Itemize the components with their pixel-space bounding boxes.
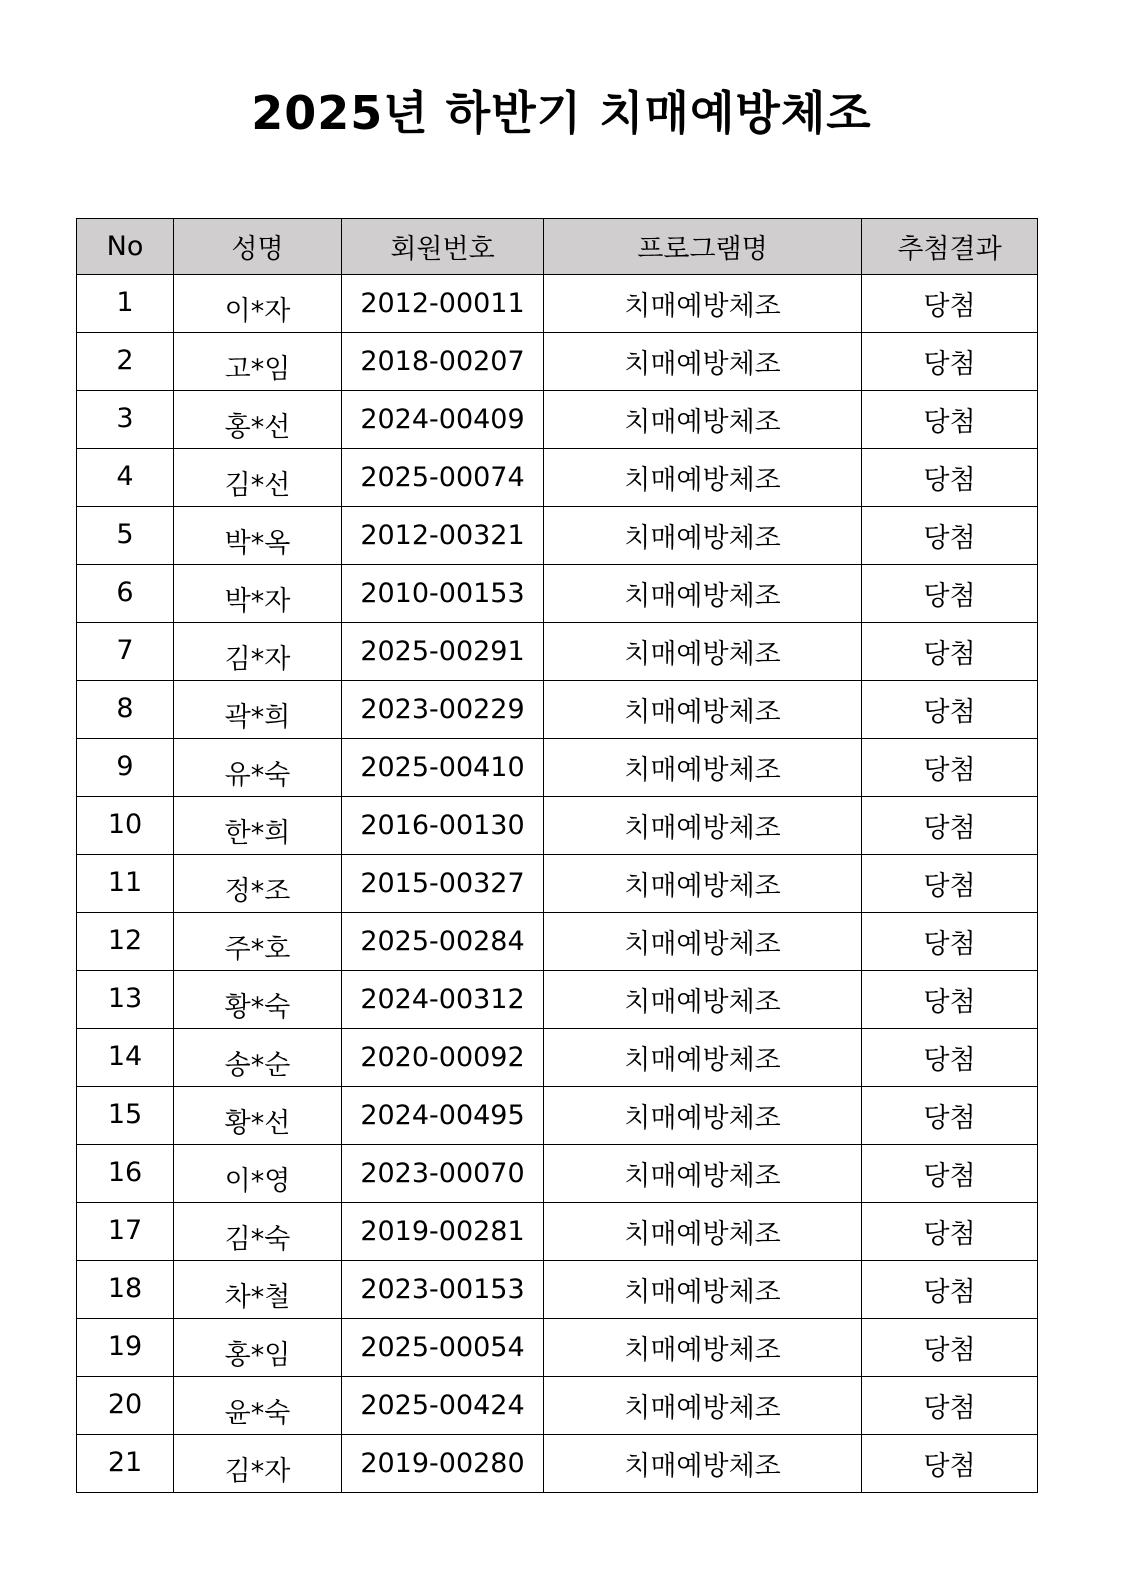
- program-name-cell: 치매예방체조: [544, 1377, 862, 1435]
- lottery-result-cell: 당첨: [862, 623, 1038, 681]
- lottery-result-cell: 당첨: [862, 1319, 1038, 1377]
- program-name-cell: 치매예방체조: [544, 971, 862, 1029]
- lottery-result-cell: 당첨: [862, 333, 1038, 391]
- member-id-cell: 2023-00153: [342, 1261, 544, 1319]
- member-name-cell: 송*순: [174, 1029, 342, 1087]
- table-row: [77, 623, 1038, 681]
- member-name-cell: 이*자: [174, 275, 342, 333]
- lottery-result-cell: 당첨: [862, 1203, 1038, 1261]
- lottery-result-cell: 당첨: [862, 971, 1038, 1029]
- row-number-cell: 19: [77, 1319, 174, 1377]
- member-id-cell: 2019-00280: [342, 1435, 544, 1493]
- member-name-cell: 박*옥: [174, 507, 342, 565]
- member-name-cell: 김*자: [174, 623, 342, 681]
- lottery-result-cell: 당첨: [862, 1377, 1038, 1435]
- table-row: [77, 565, 1038, 623]
- program-name-cell: 치매예방체조: [544, 1087, 862, 1145]
- row-number-cell: 4: [77, 449, 174, 507]
- column-header-name: 성명: [174, 219, 342, 275]
- member-id-cell: 2020-00092: [342, 1029, 544, 1087]
- member-name-cell: 황*숙: [174, 971, 342, 1029]
- table-row: [77, 971, 1038, 1029]
- program-name-cell: 치매예방체조: [544, 1435, 862, 1493]
- row-number-cell: 11: [77, 855, 174, 913]
- row-number-cell: 13: [77, 971, 174, 1029]
- program-name-cell: 치매예방체조: [544, 449, 862, 507]
- table-body: [77, 275, 1038, 1493]
- lottery-result-cell: 당첨: [862, 1145, 1038, 1203]
- table-row: [77, 1261, 1038, 1319]
- lottery-result-cell: 당첨: [862, 391, 1038, 449]
- program-name-cell: 치매예방체조: [544, 1261, 862, 1319]
- table-row: [77, 1145, 1038, 1203]
- lottery-result-cell: 당첨: [862, 565, 1038, 623]
- member-id-cell: 2019-00281: [342, 1203, 544, 1261]
- member-id-cell: 2023-00229: [342, 681, 544, 739]
- lottery-result-cell: 당첨: [862, 855, 1038, 913]
- member-name-cell: 홍*임: [174, 1319, 342, 1377]
- table-row: [77, 1377, 1038, 1435]
- column-header-member-id: 회원번호: [342, 219, 544, 275]
- program-name-cell: 치매예방체조: [544, 681, 862, 739]
- member-id-cell: 2023-00070: [342, 1145, 544, 1203]
- program-name-cell: 치매예방체조: [544, 565, 862, 623]
- column-header-program: 프로그램명: [544, 219, 862, 275]
- table-header-row: [77, 219, 1038, 275]
- row-number-cell: 1: [77, 275, 174, 333]
- table-row: [77, 333, 1038, 391]
- program-name-cell: 치매예방체조: [544, 855, 862, 913]
- member-id-cell: 2012-00321: [342, 507, 544, 565]
- table-row: [77, 1203, 1038, 1261]
- row-number-cell: 18: [77, 1261, 174, 1319]
- row-number-cell: 15: [77, 1087, 174, 1145]
- table-row: [77, 391, 1038, 449]
- lottery-result-cell: 당첨: [862, 1261, 1038, 1319]
- table-row: [77, 797, 1038, 855]
- member-name-cell: 유*숙: [174, 739, 342, 797]
- member-id-cell: 2025-00074: [342, 449, 544, 507]
- member-name-cell: 김*숙: [174, 1203, 342, 1261]
- table-row: [77, 1087, 1038, 1145]
- table-row: [77, 681, 1038, 739]
- lottery-result-cell: 당첨: [862, 449, 1038, 507]
- row-number-cell: 3: [77, 391, 174, 449]
- lottery-result-cell: 당첨: [862, 1087, 1038, 1145]
- row-number-cell: 7: [77, 623, 174, 681]
- row-number-cell: 21: [77, 1435, 174, 1493]
- member-name-cell: 차*철: [174, 1261, 342, 1319]
- member-name-cell: 홍*선: [174, 391, 342, 449]
- program-name-cell: 치매예방체조: [544, 1029, 862, 1087]
- row-number-cell: 17: [77, 1203, 174, 1261]
- member-name-cell: 김*자: [174, 1435, 342, 1493]
- table-row: [77, 913, 1038, 971]
- program-name-cell: 치매예방체조: [544, 507, 862, 565]
- page-title: 2025년 하반기 치매예방체조: [251, 86, 872, 140]
- column-header-result: 추첨결과: [862, 219, 1038, 275]
- row-number-cell: 9: [77, 739, 174, 797]
- member-name-cell: 윤*숙: [174, 1377, 342, 1435]
- program-name-cell: 치매예방체조: [544, 913, 862, 971]
- member-id-cell: 2012-00011: [342, 275, 544, 333]
- member-id-cell: 2024-00409: [342, 391, 544, 449]
- member-id-cell: 2025-00424: [342, 1377, 544, 1435]
- member-name-cell: 고*임: [174, 333, 342, 391]
- program-name-cell: 치매예방체조: [544, 275, 862, 333]
- program-name-cell: 치매예방체조: [544, 391, 862, 449]
- member-name-cell: 주*호: [174, 913, 342, 971]
- lottery-result-cell: 당첨: [862, 1435, 1038, 1493]
- member-id-cell: 2025-00291: [342, 623, 544, 681]
- table-row: [77, 855, 1038, 913]
- row-number-cell: 12: [77, 913, 174, 971]
- member-name-cell: 한*희: [174, 797, 342, 855]
- member-name-cell: 이*영: [174, 1145, 342, 1203]
- member-id-cell: 2025-00054: [342, 1319, 544, 1377]
- member-id-cell: 2024-00495: [342, 1087, 544, 1145]
- member-name-cell: 박*자: [174, 565, 342, 623]
- member-id-cell: 2018-00207: [342, 333, 544, 391]
- program-name-cell: 치매예방체조: [544, 1145, 862, 1203]
- member-name-cell: 황*선: [174, 1087, 342, 1145]
- lottery-result-cell: 당첨: [862, 275, 1038, 333]
- member-id-cell: 2010-00153: [342, 565, 544, 623]
- program-name-cell: 치매예방체조: [544, 623, 862, 681]
- program-name-cell: 치매예방체조: [544, 739, 862, 797]
- table-row: [77, 1319, 1038, 1377]
- member-id-cell: 2015-00327: [342, 855, 544, 913]
- table-row: [77, 449, 1038, 507]
- member-id-cell: 2016-00130: [342, 797, 544, 855]
- table-row: [77, 1435, 1038, 1493]
- program-name-cell: 치매예방체조: [544, 1319, 862, 1377]
- program-name-cell: 치매예방체조: [544, 797, 862, 855]
- lottery-result-cell: 당첨: [862, 739, 1038, 797]
- lottery-results-table: [76, 218, 1038, 1493]
- table-row: [77, 507, 1038, 565]
- lottery-result-cell: 당첨: [862, 797, 1038, 855]
- lottery-result-cell: 당첨: [862, 681, 1038, 739]
- table-row: [77, 1029, 1038, 1087]
- member-name-cell: 곽*희: [174, 681, 342, 739]
- member-id-cell: 2024-00312: [342, 971, 544, 1029]
- row-number-cell: 2: [77, 333, 174, 391]
- table-row: [77, 275, 1038, 333]
- member-id-cell: 2025-00410: [342, 739, 544, 797]
- program-name-cell: 치매예방체조: [544, 333, 862, 391]
- row-number-cell: 16: [77, 1145, 174, 1203]
- row-number-cell: 14: [77, 1029, 174, 1087]
- member-id-cell: 2025-00284: [342, 913, 544, 971]
- member-name-cell: 김*선: [174, 449, 342, 507]
- row-number-cell: 8: [77, 681, 174, 739]
- column-header-no: No: [77, 219, 174, 275]
- row-number-cell: 6: [77, 565, 174, 623]
- row-number-cell: 5: [77, 507, 174, 565]
- program-name-cell: 치매예방체조: [544, 1203, 862, 1261]
- member-name-cell: 정*조: [174, 855, 342, 913]
- row-number-cell: 10: [77, 797, 174, 855]
- row-number-cell: 20: [77, 1377, 174, 1435]
- lottery-result-cell: 당첨: [862, 913, 1038, 971]
- table-row: [77, 739, 1038, 797]
- lottery-result-cell: 당첨: [862, 1029, 1038, 1087]
- lottery-result-cell: 당첨: [862, 507, 1038, 565]
